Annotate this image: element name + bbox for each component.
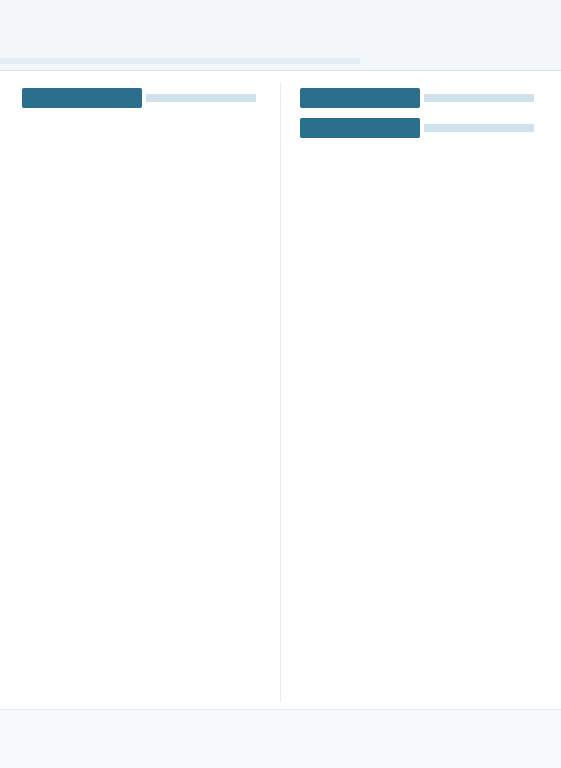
section-tab-bar xyxy=(22,88,142,108)
section-tab-bar xyxy=(300,88,420,108)
section-tab-decoration xyxy=(424,94,534,102)
right-column xyxy=(300,78,535,708)
section-tab-bar xyxy=(300,118,420,138)
section-tab-decoration xyxy=(146,94,256,102)
column-divider xyxy=(280,82,281,702)
section-heading xyxy=(300,118,535,138)
section-heading xyxy=(300,88,535,108)
left-column xyxy=(22,78,257,708)
footer-tagline xyxy=(397,748,517,760)
section-tab-decoration xyxy=(424,124,534,132)
section-heading xyxy=(22,88,257,108)
page-header xyxy=(0,0,561,71)
header-decoration xyxy=(0,58,360,64)
page-footer xyxy=(0,709,561,768)
